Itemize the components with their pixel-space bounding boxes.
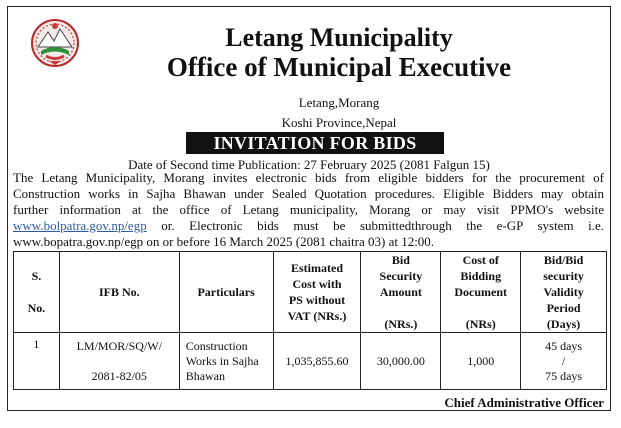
- table-row: [14, 333, 607, 390]
- signoff: Chief Administrative Officer: [444, 395, 604, 410]
- invitation-banner: INVITATION FOR BIDS: [186, 132, 444, 154]
- cell-security: 30,000.00: [361, 333, 441, 390]
- address-line1: Letang,Morang: [298, 95, 380, 110]
- cell-doc: 1,000: [441, 333, 521, 390]
- bid-notice: [7, 6, 611, 411]
- cell-cost: 1,035,855.60: [273, 333, 361, 390]
- address-line2: Koshi Province,Nepal: [281, 115, 397, 130]
- header-security: Bid Security Amount (NRs.): [361, 252, 441, 333]
- notice-line: Construction works in Sajha Bhawan under Sealed Quotation procedures. Eligible Bidders may obtain: [13, 186, 604, 201]
- bolpatra-link[interactable]: www.bolpatra.gov.np/egp: [13, 218, 147, 233]
- cell-sno: 1: [14, 333, 60, 390]
- office-title: Office of Municipal Executive: [166, 52, 512, 82]
- notice-line: further information at the office of Letang municipality, Morang or may visit PPMO's website: [13, 202, 604, 217]
- bid-table: [13, 251, 607, 390]
- cell-particulars: Construction Works in Sajha Bhawan: [179, 333, 273, 390]
- header-ifb: IFB No.: [59, 252, 179, 333]
- notice-line: www.bopatra.gov.np/egp on or before 16 March 2025 (2081 chaitra 03) at 12:00.: [13, 234, 435, 249]
- notice-line: [13, 218, 604, 234]
- notice-line-text: or. Electronic bids must be submittedthrough the e-GP system i.e.: [146, 218, 604, 233]
- header-cost: Estimated Cost with PS without VAT (NRs.): [273, 252, 361, 333]
- header-particulars: Particulars: [179, 252, 273, 333]
- header-doc: Cost of Bidding Document (NRs): [441, 252, 521, 333]
- notice-line: The Letang Municipality, Morang invites electronic bids from eligible bidders for the procurement of: [13, 170, 604, 185]
- header-sno: S. No.: [14, 252, 60, 333]
- cell-ifb: LM/MOR/SQ/W/ 2081-82/05: [59, 333, 179, 390]
- cell-validity: 45 days / 75 days: [521, 333, 607, 390]
- header-validity: Bid/Bid security Validity Period (Days): [521, 252, 607, 333]
- publication-date: Date of Second time Publication: 27 February 2025 (2081 Falgun 15): [128, 157, 490, 172]
- notice-paragraph: [13, 170, 604, 250]
- table-header-row: [14, 252, 607, 333]
- municipality-title: Letang Municipality: [225, 23, 453, 52]
